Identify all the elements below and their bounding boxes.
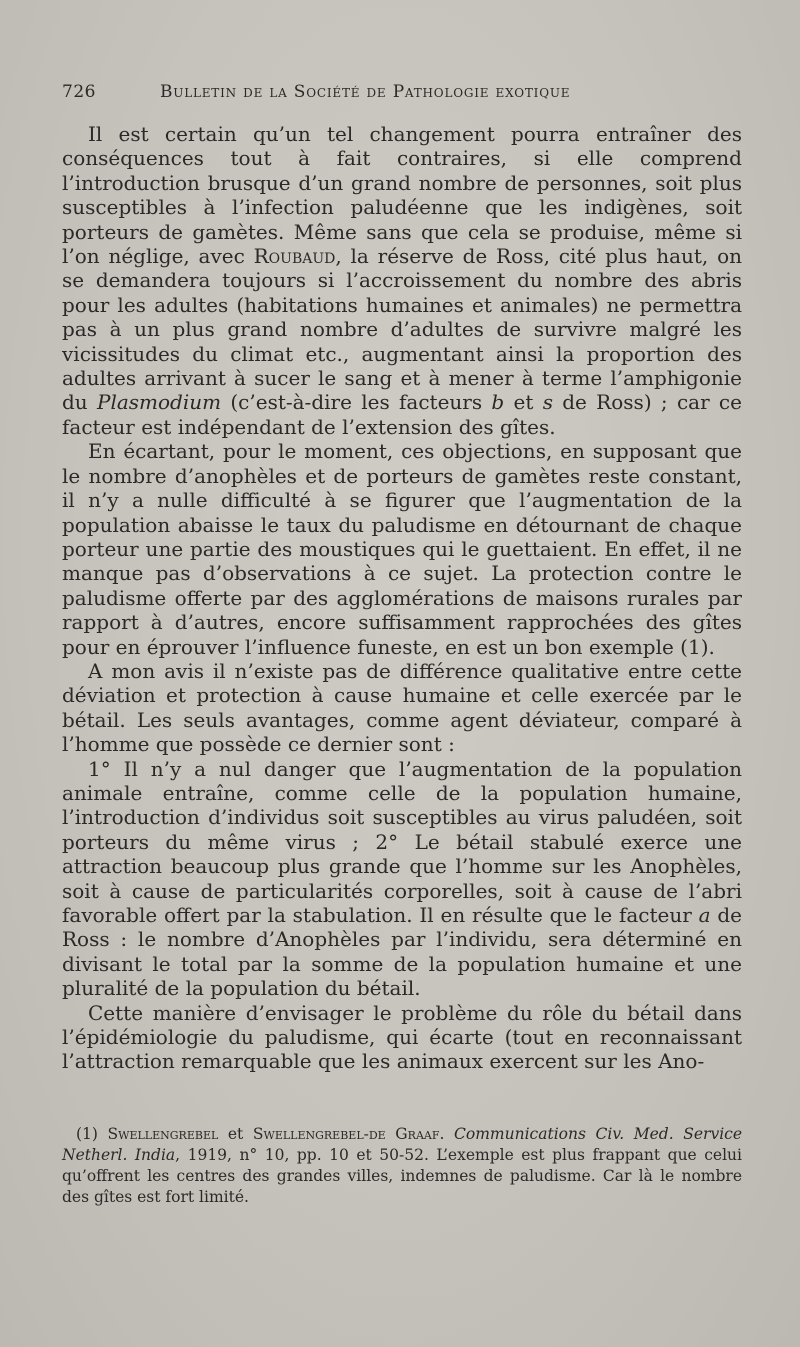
footnote [62,1124,742,1208]
italic-span: s [542,390,553,415]
italic-span: b [491,390,505,415]
text-span: Cette manière d’envisager le problème du rôle du bétail dans l’épidémiologie du paludisme, qui écarte (tout en reconnaissant l’attraction remarquable que les animaux exercent sur les Ano- [62,1000,742,1074]
page-number: 726 [62,82,96,102]
text-span: , la réserve de Ross, cité plus haut, on se demandera toujours si l’accroissement du nombre des abris pour les adultes (habitations humaines et animales) ne permettra pas à un plus grand nombre d’adultes de survivre malgré les vicissitudes du climat etc., augmentant ainsi la proportion des adultes arrivant à sucer le sang et à mener à terme l’amphigonie du [62,244,742,415]
paragraph [62,1001,742,1074]
page-header [62,82,742,106]
text-span: , 1919, n° 10, pp. 10 et 50-52. L’exemple est plus frappant que celui qu’offrent les centres des grandes villes, indemnes de paludisme. Car là le nombre des gîtes est fort limité. [62,1146,742,1206]
text-span: A mon avis il n’existe pas de différence qualitative entre cette déviation et protection à cause humaine et celle exercée par le bétail. Les seuls avantages, comme agent déviateur, comparé à l’homme que possède ce dernier sont : [62,658,742,757]
paragraph [62,439,742,659]
footnotes [62,1124,742,1208]
small-caps-span: Roubaud [253,244,336,269]
text-span: et [218,1125,253,1143]
text-span: En écartant, pour le moment, ces objections, en supposant que le nombre d’anophèles et de porteurs de gamètes reste constant, il n’y a nulle difficulté à se figurer que l’augmentation de la population abaisse le taux du paludisme en détournant de chaque porteur une partie des moustiques qui le guettaient. En effet, il ne manque pas d’observations à ce sujet. La protection contre le paludisme offerte par des agglomérations de maisons rurales par rapport à d’autres, encore suffisamment rapprochées des gîtes pour en éprouver l’influence funeste, en est un bon exemple (1). [62,439,742,659]
italic-span: Communications Civ. Med. Service Netherl. India [62,1125,743,1164]
paragraph [62,757,742,1001]
text-span: et [504,390,543,415]
small-caps-span: Swellengrebel-de Graaf [252,1125,440,1143]
text-span: . [439,1125,455,1143]
running-title: Bulletin de la Société de Pathologie exotique [160,82,571,102]
paragraph [62,659,742,757]
italic-span: Plasmodium [96,390,222,415]
text-span: (1) [76,1125,108,1143]
text-span: de Ross : le nombre d’Anophèles par l’individu, sera déterminé en divisant le total par la somme de la population humaine et une pluralité de la population du bétail. [62,903,742,1001]
text-span: 1° Il n’y a nul danger que l’augmentation de la population animale entraîne, comme celle de la population humaine, l’introduction d’individus soit susceptibles au virus paludéen, soit porteurs du même virus ; 2° Le bétail stabulé exerce une attraction beaucoup plus grande que l’homme sur les Anophèles, soit à cause de particularités corporelles, soit à cause de l’abri favorable offert par la stabulation. Il en résulte que le facteur [62,756,742,927]
small-caps-span: Swellengrebel [107,1125,219,1143]
body-text [62,122,742,1074]
paragraph [62,122,742,439]
text-span: de Ross) ; car ce facteur est indépendant de l’extension des gîtes. [62,390,742,439]
italic-span: a [698,903,711,927]
text-span: (c’est-à-dire les facteurs [221,390,492,415]
text-span: Il est certain qu’un tel changement pourra entraîner des conséquences tout à fait contraires, si elle comprend l’introduction brusque d’un grand nombre de personnes, soit plus susceptibles à l’infection paludéenne que les indigènes, soit porteurs de gamètes. Même sans que cela se produise, même si l’on néglige, avec [62,122,742,269]
